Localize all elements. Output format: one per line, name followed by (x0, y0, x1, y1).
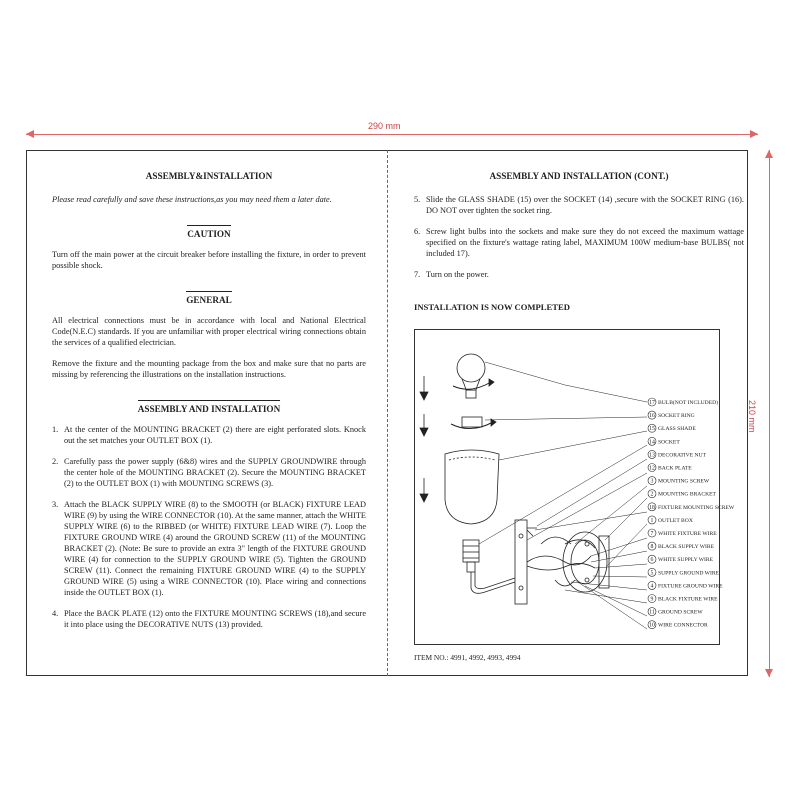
legend-entry (648, 398, 718, 406)
socket-icon (463, 540, 515, 593)
legend-number: 11 (649, 609, 655, 616)
legend-number: 2 (650, 491, 654, 498)
intro-text: Please read carefully and save these instructions,as you may need them a later date. (52, 195, 332, 204)
installation-diagram (414, 329, 735, 645)
legend-entry (648, 608, 703, 616)
left-page (52, 170, 366, 640)
assembly-heading: ASSEMBLY AND INSTALLATION (138, 400, 280, 415)
right-steps-list (414, 194, 744, 280)
legend-label: DECORATIVE NUT (658, 452, 707, 459)
caution-heading: CAUTION (187, 225, 230, 240)
step-text: Carefully pass the power supply (6&8) wires and the SUPPLY GROUNDWIRE through the center hole of the MOUNTING BRACKET (2). Secure the MOUNTING BRACKET (2) to the OUTLET BOX (1) with MOUNTING SCREWS (3). (64, 457, 366, 488)
step-text: Attach the BLACK SUPPLY WIRE (8) to the SMOOTH (or BLACK) FIXTURE LEAD WIRE (9) by using the WIRE CONNECTOR (10). At the same manner, attach the WHITE SUPPLY WIRE (6) to the RIBBED (or WHITE) FIXTURE LEAD WIRE (7). Loop the FIXTURE GROUND WIRE (4) around the GROUND SCREW (11) of the MOUNTING BRACKET (2). (Note: Be sure to provide an extra 3" length of the FIXTURE GROUND WIRE (4) for connection to the SUPPLY GROUND WIRE (5). Tighten the GROUND SCREW (11). Connect the remaining FIXTURE GROUND WIRE (4) to the SUPPLY GROUND WIRE (5) using a WIRE CONNECTOR (10). Place wiring and connections inside the OUTLET BOX (1). (64, 500, 366, 597)
step-item (414, 194, 744, 216)
step-item (414, 226, 744, 259)
leader-lines (479, 362, 647, 629)
legend-number: 15 (649, 426, 655, 433)
legend-entry (648, 595, 718, 603)
legend-number: 12 (649, 465, 655, 472)
step-item (52, 608, 366, 630)
legend-number: 13 (649, 452, 655, 459)
legend-label: BULB(NOT INCLUDED) (658, 400, 719, 406)
left-page-title: ASSEMBLY&INSTALLATION (145, 171, 273, 181)
bulb-icon (453, 354, 494, 398)
legend-label: FIXTURE MOUNTING SCREW (658, 504, 735, 511)
legend-entry (648, 503, 735, 511)
step-number: 2. (52, 457, 59, 466)
legend-number: 8 (650, 544, 654, 551)
socket-ring-icon (451, 417, 496, 429)
legend-entry (648, 542, 715, 550)
caution-text: Turn off the main power at the circuit breaker before installing the fixture, in order to prevent possible shock. (52, 250, 366, 270)
diagram-svg (415, 330, 735, 646)
legend-label: BACK PLATE (658, 465, 692, 472)
legend-number: 10 (649, 622, 655, 629)
legend-label: OUTLET BOX (658, 517, 693, 524)
width-dimension-label: 290 mm (368, 121, 401, 131)
legend-label: SUPPLY GROUND WIRE (658, 570, 719, 577)
legend-entry (648, 555, 714, 563)
legend-number: 7 (650, 531, 654, 537)
legend-entry (648, 529, 717, 537)
legend-number: 18 (649, 504, 655, 511)
legend-label: WHITE SUPPLY WIRE (658, 557, 714, 564)
legend-number: 5 (650, 570, 654, 577)
step-number: 7. (414, 270, 421, 279)
step-text: At the center of the MOUNTING BRACKET (2) there are eight perforated slots. Knock out the set matches your OUTLET BOX (1). (64, 425, 366, 445)
legend-number: 16 (649, 413, 655, 420)
step-number: 1. (52, 425, 59, 434)
right-page (414, 170, 744, 313)
legend-number: 1 (650, 517, 654, 524)
general-text-2: Remove the fixture and the mounting package from the box and make sure that no parts are missing by referencing the illustrations on the installation instructions. (52, 359, 366, 379)
step-text: Place the BACK PLATE (12) onto the FIXTURE MOUNTING SCREWS (18),and secure it into place using the DECORATIVE NUTS (13) provided. (64, 609, 366, 629)
legend-label: SOCKET RING (658, 413, 695, 420)
step-item (414, 269, 744, 280)
legend-label: FIXTURE GROUND WIRE (658, 583, 723, 590)
step-item (52, 456, 366, 489)
step-item (52, 499, 366, 598)
legend-label: MOUNTING BRACKET (658, 491, 716, 498)
down-arrow-icon (420, 376, 428, 502)
step-text: Slide the GLASS SHADE (15) over the SOCKET (14) ,secure with the SOCKET RING (16). DO NOT over tighten the socket ring. (426, 195, 744, 215)
completed-heading: INSTALLATION IS NOW COMPLETED (414, 302, 570, 312)
legend-label: GLASS SHADE (658, 426, 696, 433)
legend-number: 17 (649, 400, 655, 406)
legend-label: GROUND SCREW (658, 609, 703, 616)
right-page-title: ASSEMBLY AND INSTALLATION (CONT.) (489, 171, 669, 181)
general-text-1: All electrical connections must be in accordance with local and National Electrical Code(N.E.C) standards. If you are unfamiliar with proper electrical wiring connections obtain the services of a qualified electrician. (52, 316, 366, 347)
general-heading: GENERAL (186, 291, 231, 306)
glass-shade-icon (445, 450, 499, 524)
legend-entry (648, 477, 710, 485)
legend-entry (648, 581, 723, 589)
step-text: Screw light bulbs into the sockets and make sure they do not exceed the maximum wattage specified on the fixture's wattage rating label, MAXIMUM 100W medium-base BULBS( not included 17). (426, 227, 744, 258)
legend-number: 9 (650, 596, 654, 603)
legend-label: SOCKET (658, 439, 680, 446)
height-dimension-line (769, 150, 770, 677)
back-plate-icon (515, 520, 537, 604)
step-number: 3. (52, 500, 59, 509)
fold-line (387, 150, 388, 676)
step-number: 4. (52, 609, 59, 618)
legend-entry (648, 516, 693, 524)
height-dimension-label: 210 mm (747, 400, 757, 433)
step-item (52, 424, 366, 446)
legend-number: 4 (650, 583, 654, 590)
legend-entry (648, 424, 696, 432)
legend-number: 3 (650, 478, 654, 485)
legend-label: WIRE CONNECTOR (658, 622, 708, 629)
legend-label: WHITE FIXTURE WIRE (658, 531, 717, 537)
legend-entry (648, 621, 708, 629)
item-number: ITEM NO.: 4991, 4992, 4993, 4994 (414, 653, 521, 662)
legend-entry (648, 411, 695, 419)
legend-entry (648, 437, 680, 445)
legend-entry (648, 490, 717, 498)
legend-label: BLACK SUPPLY WIRE (658, 544, 715, 551)
legend-entry (648, 450, 707, 458)
legend-label: BLACK FIXTURE WIRE (658, 596, 718, 603)
width-dimension-line (26, 134, 758, 135)
step-number: 5. (414, 195, 421, 204)
legend-number: 14 (649, 439, 655, 446)
legend-number: 6 (650, 557, 654, 564)
legend-entry (648, 568, 720, 576)
legend-entry (648, 464, 692, 472)
left-steps-list (52, 424, 366, 630)
step-text: Turn on the power. (426, 270, 489, 279)
step-number: 6. (414, 227, 421, 236)
legend-label: MOUNTING SCREW (658, 478, 710, 485)
